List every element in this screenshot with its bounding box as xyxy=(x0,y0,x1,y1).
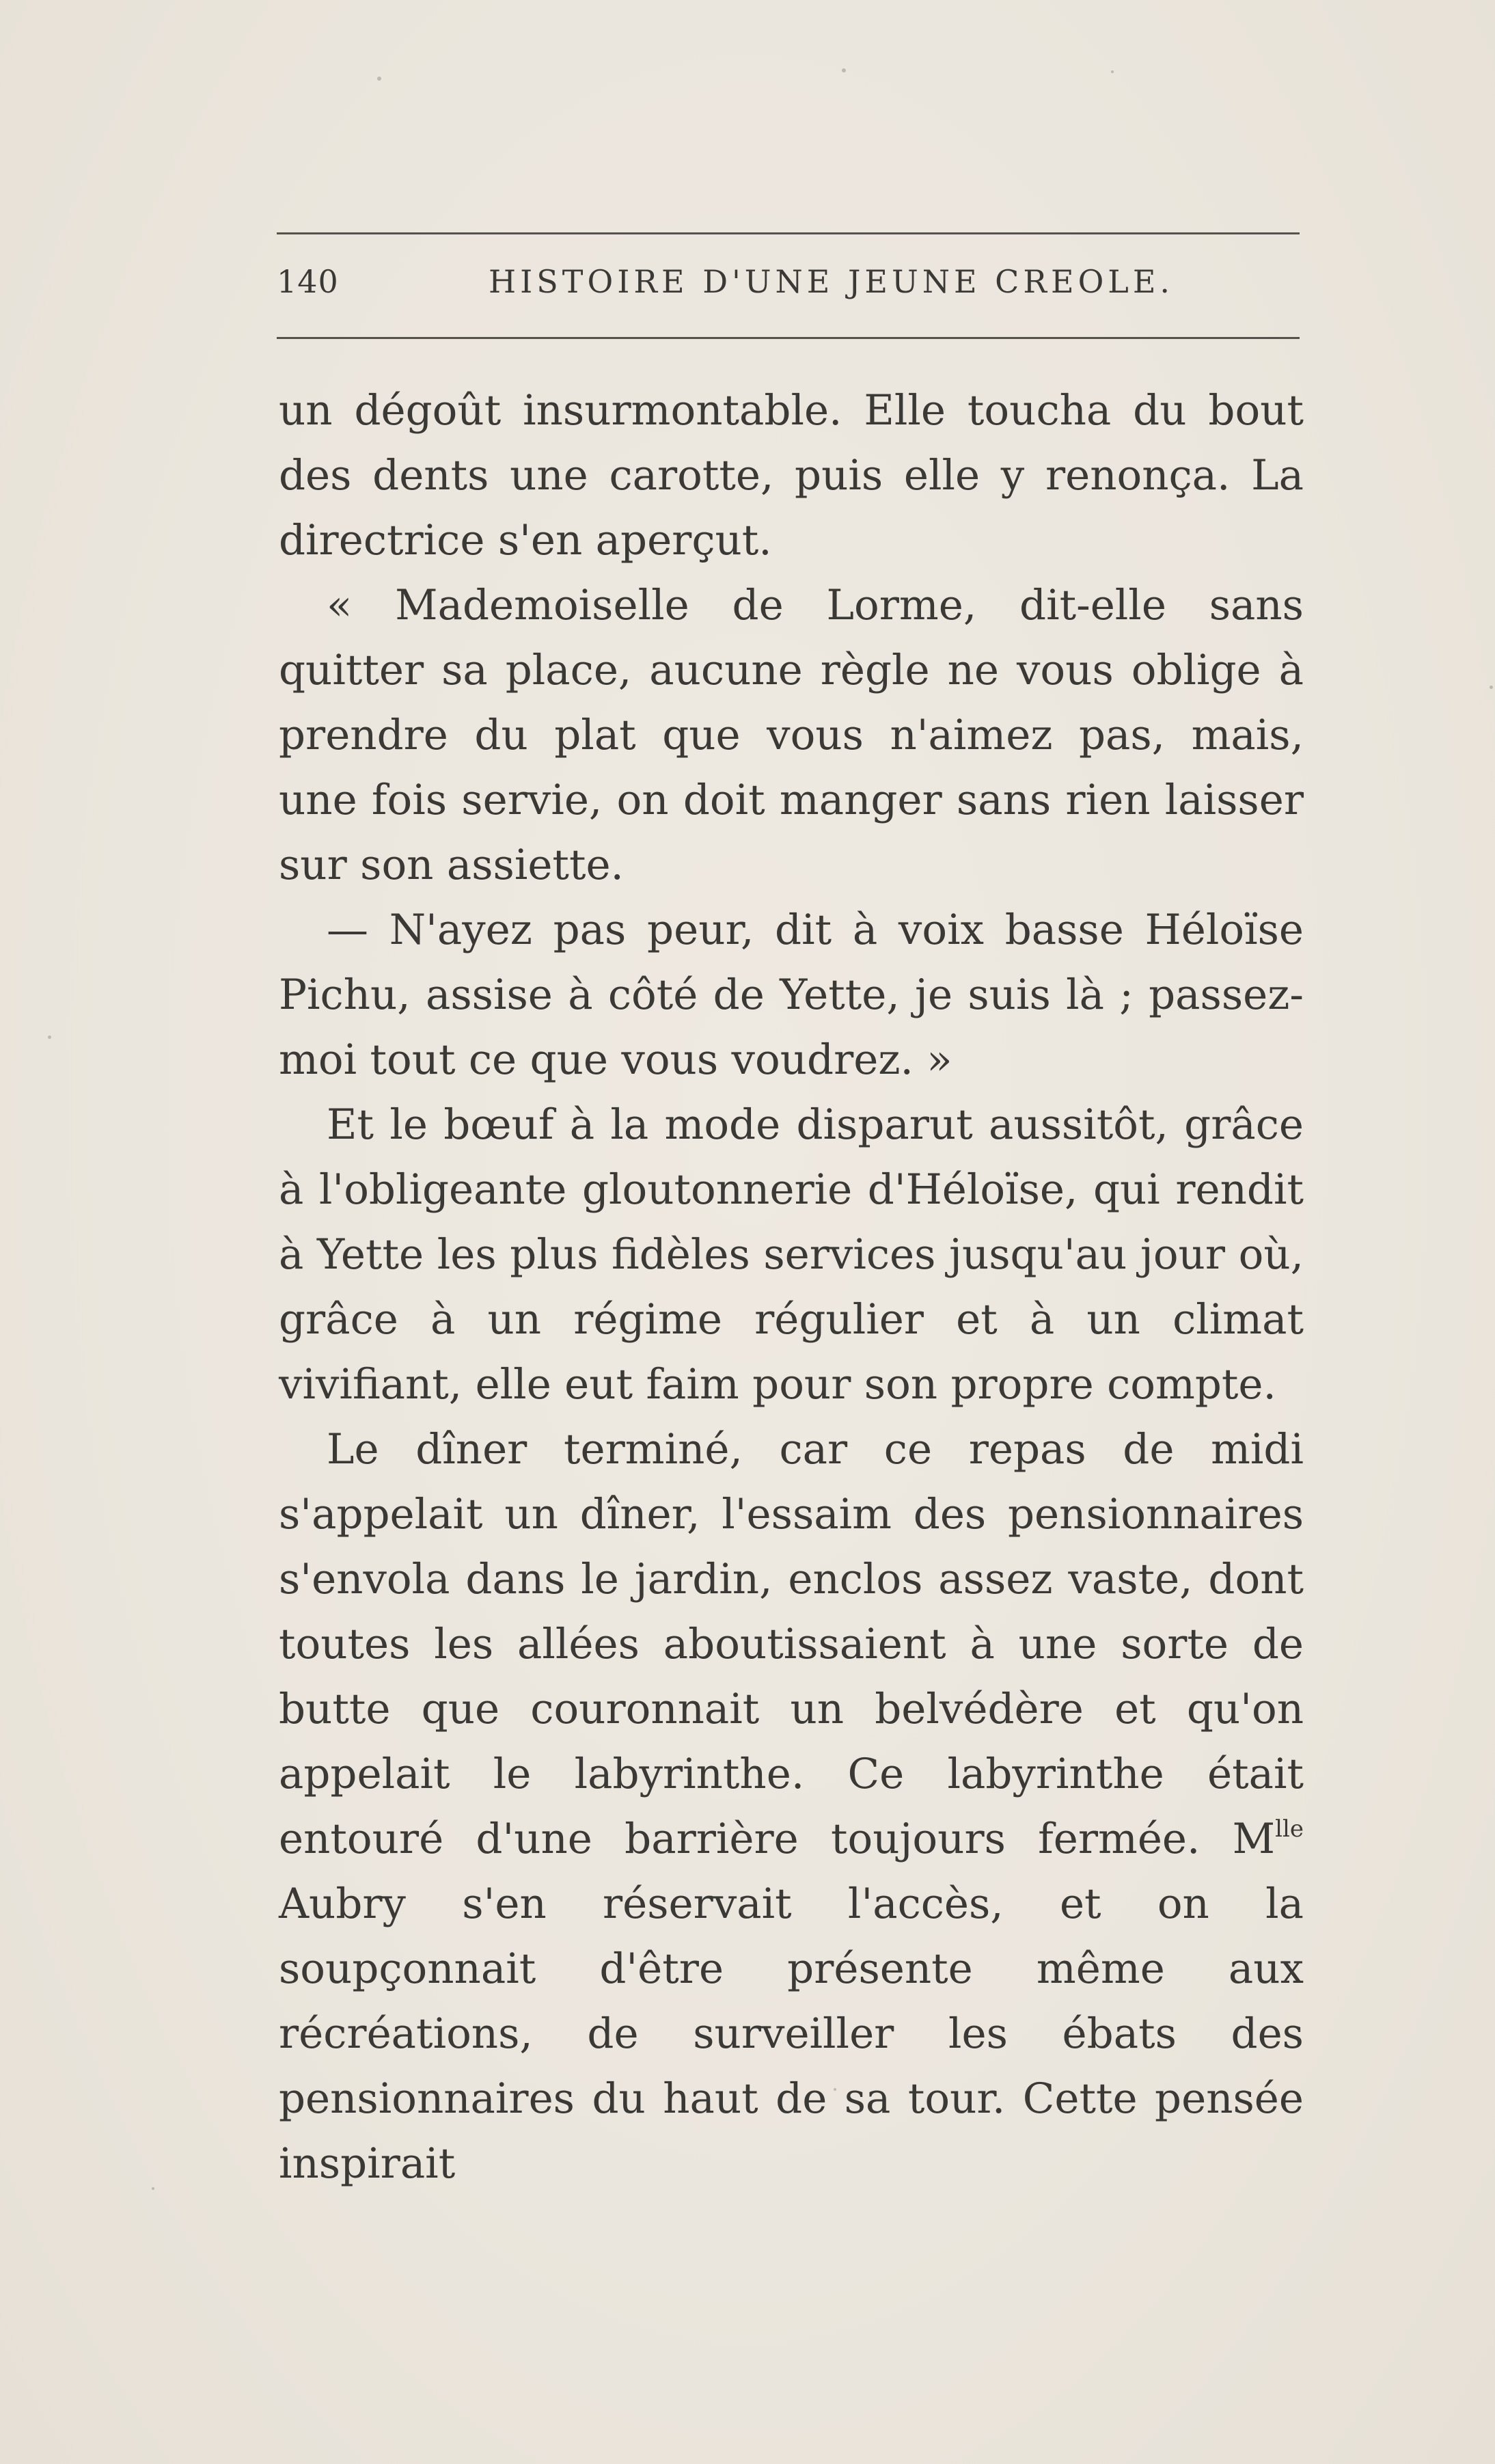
page-number: 140 xyxy=(277,263,339,300)
paragraph: un dégoût insurmontable. Elle toucha du bout des dents une carotte, puis elle y renonça. La directrice s'en aperçut. xyxy=(279,386,1304,565)
header-rule-top xyxy=(277,232,1300,234)
running-title: HISTOIRE D'UNE JEUNE CREOLE. xyxy=(489,263,1175,300)
header-rule-bottom xyxy=(277,337,1300,339)
paper-speck xyxy=(377,77,381,81)
paper-speck xyxy=(48,1035,51,1039)
body-text xyxy=(279,378,1304,2196)
paper-speck xyxy=(1111,70,1114,73)
paper-speck xyxy=(1490,686,1493,689)
superscript-abbreviation: lle xyxy=(1275,1815,1304,1843)
paragraph: « Mademoiselle de Lorme, dit-elle sans quitter sa place, aucune règle ne vous oblige à prendre du plat que vous n'aimez pas, mais, une fois servie, on doit manger sans rien laisser sur son assiette. xyxy=(279,581,1304,889)
paper-speck xyxy=(152,2187,154,2190)
paragraph: — N'ayez pas peur, dit à voix basse Héloïse Pichu, assise à côté de Yette, je suis là ; passez-moi tout ce que vous voudrez. » xyxy=(279,906,1304,1084)
paragraph xyxy=(279,1417,1304,2196)
paragraph-text: Aubry s'en réservait l'accès, et on la soupçonnait d'être présente même aux récréations, de surveiller les ébats des pensionnaires du haut de sa tour. Cette pensée inspirait xyxy=(279,1880,1304,2188)
paragraph: Et le bœuf à la mode disparut aussitôt, grâce à l'obligeante gloutonnerie d'Héloïse, qui rendit à Yette les plus fidèles services jusqu'au jour où, grâce à un régime régulier et à un climat vivifiant, elle eut faim pour son propre compte. xyxy=(279,1100,1304,1409)
running-header xyxy=(277,263,1300,311)
paragraph-text: Le dîner terminé, car ce repas de midi s'appelait un dîner, l'essaim des pensionnaires s'envola dans le jardin, enclos assez vaste, dont toutes les allées aboutissaient à une sorte de butte que couronnait un belvédère et qu'on appelait le labyrinthe. Ce labyrinthe était entouré d'une barrière toujours fermée. M xyxy=(279,1425,1304,1863)
paper-speck xyxy=(842,68,846,72)
